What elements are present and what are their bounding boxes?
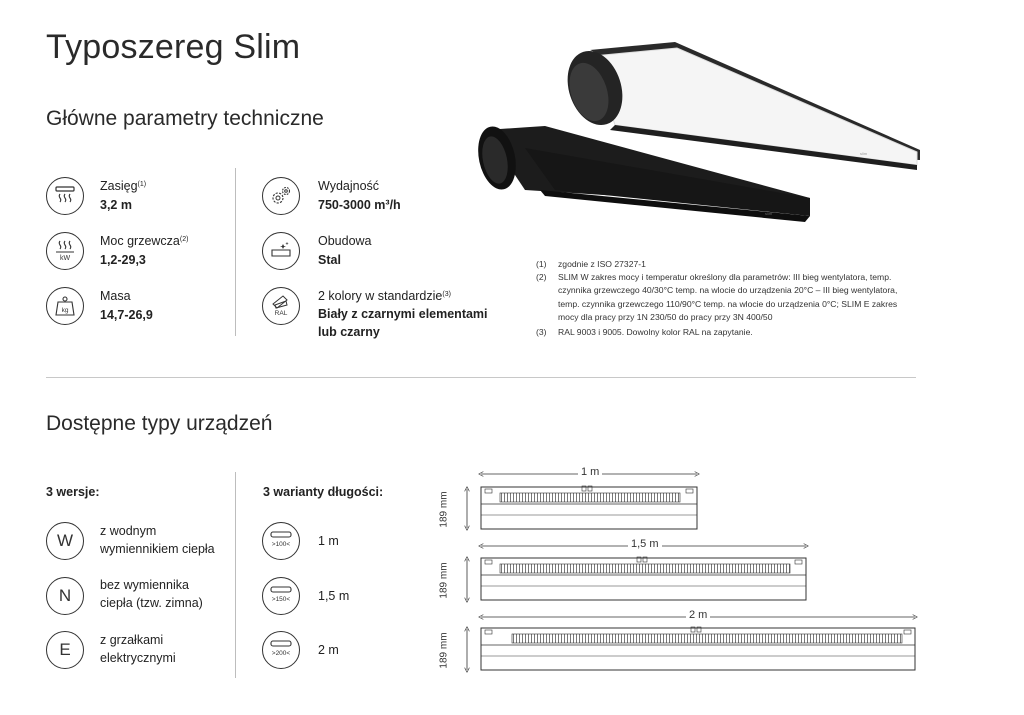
length-1m-icon bbox=[262, 522, 300, 560]
drawing-1m bbox=[467, 474, 697, 529]
param-housing-label: Obudowa bbox=[318, 234, 372, 248]
product-photo bbox=[465, 30, 925, 240]
drawing-1-5m-height-label: 189 mm bbox=[438, 562, 450, 599]
param-colors-value: Biały z czarnymi elementami bbox=[318, 307, 488, 321]
drawing-1m-width-label: 1 m bbox=[578, 466, 602, 478]
version-n-badge: N bbox=[46, 577, 84, 615]
drawing-1-5m bbox=[467, 546, 806, 600]
param-colors-label: 2 kolory w standardzie$^{(3)}$ bbox=[318, 289, 451, 303]
footnote-1: (1) zgodnie z ISO 27327-1 bbox=[536, 259, 646, 269]
technical-drawings bbox=[440, 462, 930, 682]
param-power-label: Moc grzewcza$^{(2)}$ bbox=[100, 234, 189, 248]
version-e-badge: E bbox=[46, 631, 84, 669]
param-airflow-value: 750-3000 m³/h bbox=[318, 198, 401, 212]
svg-text:RAL: RAL bbox=[274, 310, 288, 317]
lengths-heading: 3 warianty długości: bbox=[263, 485, 384, 499]
section-divider bbox=[46, 377, 916, 378]
drawing-1m-height-label: 189 mm bbox=[438, 491, 450, 528]
footnote-2: (2) SLIM W zakres mocy i temperatur określony dla parametrów: III bieg wentylatora, temp. czynnika grzewczego 40/30°C temp. na wlocie do urządzenia 20°C – III bieg wentylatora, temp. czynnika grzewczego 110/90°C temp. na wlocie do urządzenia 0°C; SLIM E zakres mocy dla pracy przy 1N 230/50 do pracy przy 3N 400/50 bbox=[536, 272, 898, 323]
version-w-desc: z wodnym wymiennikiem ciepła bbox=[100, 524, 215, 556]
param-power-value: 1,2-29,3 bbox=[100, 253, 146, 267]
drawing-2m-height-label: 189 mm bbox=[438, 632, 450, 669]
length-1-5m-icon bbox=[262, 577, 300, 615]
version-w-badge: W bbox=[46, 522, 84, 560]
airflow-gears-icon bbox=[262, 177, 300, 215]
param-weight-value: 14,7-26,9 bbox=[100, 308, 153, 322]
page-title: Typoszereg Slim bbox=[46, 28, 301, 66]
drawing-2m bbox=[467, 617, 915, 670]
param-weight-label: Masa bbox=[100, 289, 131, 303]
drawing-2m-width-label: 2 m bbox=[686, 609, 710, 621]
heating-power-kw-icon bbox=[46, 232, 84, 270]
footnote-3: (3) RAL 9003 i 9005. Dowolny kolor RAL na zapytanie. bbox=[536, 327, 753, 337]
param-colors-value-2: lub czarny bbox=[318, 325, 380, 339]
param-housing-value: Stal bbox=[318, 253, 341, 267]
svg-text:>150<: >150< bbox=[271, 596, 291, 603]
version-n-desc: bez wymiennika ciepła (tzw. zimna) bbox=[100, 578, 203, 610]
weight-kg-icon bbox=[46, 287, 84, 325]
param-range-value: 3,2 m bbox=[100, 198, 132, 212]
column-divider bbox=[235, 168, 236, 336]
section-heading-parameters: Główne parametry techniczne bbox=[46, 107, 324, 130]
versions-heading: 3 wersje: bbox=[46, 485, 100, 499]
version-e-desc: z grzałkami elektrycznymi bbox=[100, 633, 176, 665]
length-1m-label: 1 m bbox=[318, 534, 339, 548]
param-range-label: Zasięg$^{(1)}$ bbox=[100, 179, 147, 193]
length-2m-icon bbox=[262, 631, 300, 669]
ral-palette-icon bbox=[262, 287, 300, 325]
section-heading-types: Dostępne typy urządzeń bbox=[46, 412, 273, 435]
svg-text:>100<: >100< bbox=[271, 541, 291, 548]
svg-text:slim: slim bbox=[860, 151, 868, 156]
length-2m-label: 2 m bbox=[318, 643, 339, 657]
svg-text:>200<: >200< bbox=[271, 650, 291, 657]
range-heat-icon bbox=[46, 177, 84, 215]
param-airflow-label: Wydajność bbox=[318, 179, 380, 193]
column-divider-bottom bbox=[235, 472, 236, 678]
svg-text:slim: slim bbox=[765, 211, 773, 216]
svg-text:kW: kW bbox=[59, 255, 71, 262]
housing-icon bbox=[262, 232, 300, 270]
length-1-5m-label: 1,5 m bbox=[318, 589, 350, 603]
drawing-1-5m-width-label: 1,5 m bbox=[628, 538, 662, 550]
svg-text:kg: kg bbox=[61, 307, 69, 314]
